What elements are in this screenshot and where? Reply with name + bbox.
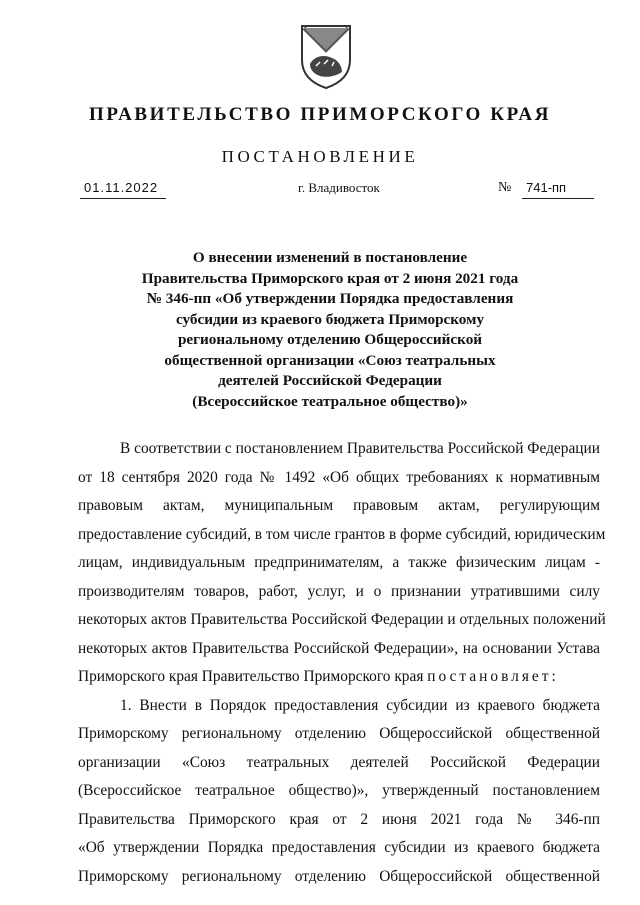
number-underline <box>522 198 594 199</box>
body-line: (Всероссийское театральное общество)», утвержденный постановлением <box>78 782 600 799</box>
body-line <box>78 663 600 692</box>
body-line: предоставление субсидий, в том числе грантов в форме субсидий, юридическим <box>78 525 606 543</box>
document-type: ПОСТАНОВЛЕНИЕ <box>221 147 419 166</box>
body-line: Приморскому региональному отделению Общероссийской общественной <box>78 867 600 885</box>
subject-line: деятелей Российской Федерации <box>218 372 442 389</box>
body-line: организации «Союз театральных деятелей Российской Федерации <box>78 753 600 771</box>
subject-line: О внесении изменений в постановление <box>192 249 468 266</box>
subject-line: № 346-пп «Об утверждении Порядка предоставления <box>146 290 514 307</box>
body-line: Правительства Приморского края от 2 июня 2021 года № 346-пп <box>78 810 600 828</box>
document-body <box>78 435 606 891</box>
subject-line: региональному отделению Общероссийской <box>177 331 483 348</box>
date-underline <box>80 198 166 199</box>
body-line: некоторых актов Правительства Российской Федерации», на основании Устава <box>78 639 600 657</box>
body-line: В соответствии с постановлением Правительства Российской Федерации <box>120 440 600 457</box>
body-line-text: Приморского края Правительство Приморского края <box>78 668 424 685</box>
coat-of-arms-emblem <box>298 22 354 90</box>
subject-line: (Всероссийское театральное общество)» <box>192 392 468 410</box>
document-date: 01.11.2022 <box>84 180 159 195</box>
document-subject <box>60 248 600 412</box>
document-city: г. Владивосток <box>298 180 380 195</box>
body-line: Приморскому региональному отделению Общероссийской общественной <box>78 725 600 742</box>
subject-line: Правительства Приморского края от 2 июня 2021 года <box>141 269 519 287</box>
body-line: производителям товаров, работ, услуг, и о признании утратившими силу <box>78 582 600 600</box>
government-title: ПРАВИТЕЛЬСТВО ПРИМОРСКОГО КРАЯ <box>88 104 552 125</box>
body-line: 1. Внести в Порядок предоставления субсидии из краевого бюджета <box>120 696 600 714</box>
body-line: правовым актам, муниципальным правовым актам, регулирующим <box>78 497 600 514</box>
body-line: некоторых актов Правительства Российской Федерации и отдельных положений <box>78 611 606 628</box>
document-number: 741-пп <box>526 180 567 195</box>
body-line: лицам, индивидуальным предпринимателям, а также физическим лицам - <box>78 554 600 571</box>
resolves-word: постановляет: <box>427 668 559 685</box>
number-sign: № <box>498 180 512 195</box>
body-line: от 18 сентября 2020 года № 1492 «Об общих требованиях к нормативным <box>78 468 600 486</box>
body-line: «Об утверждении Порядка предоставления субсидии из краевого бюджета <box>78 839 600 856</box>
subject-line: общественной организации «Союз театральных <box>164 351 496 369</box>
subject-line: субсидии из краевого бюджета Приморскому <box>175 310 485 328</box>
